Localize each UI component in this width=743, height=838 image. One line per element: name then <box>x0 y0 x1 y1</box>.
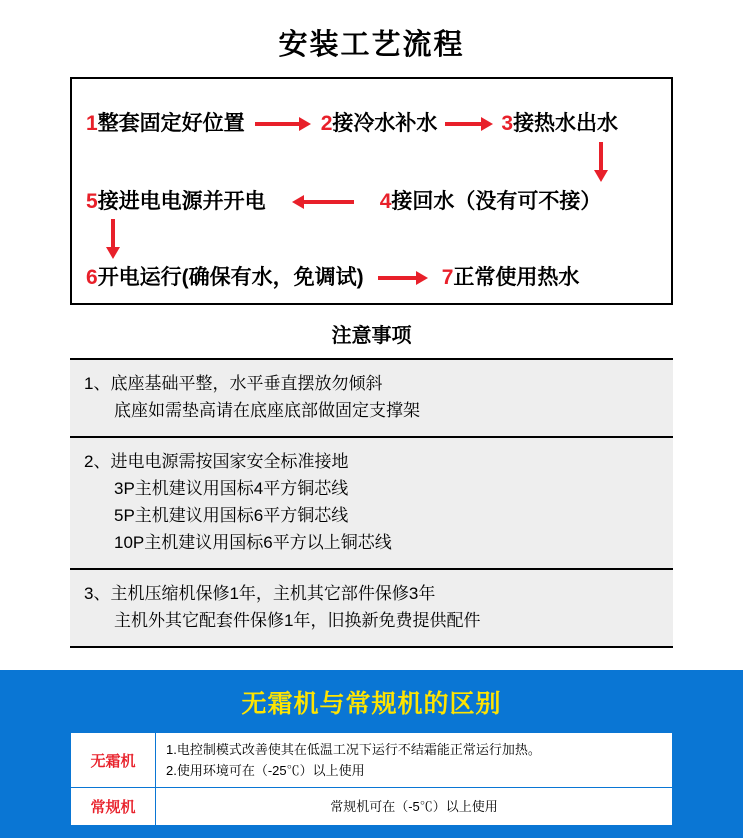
flow-step-4-number: 4 <box>379 190 392 213</box>
notice-line: 3、主机压缩机保修1年，主机其它部件保修3年 <box>84 584 436 603</box>
notice-list <box>70 358 673 648</box>
flow-step-3-number: 3 <box>501 112 514 135</box>
comparison-label-standard: 常规机 <box>71 788 156 826</box>
notice-line: 3P主机建议用国标4平方铜芯线 <box>114 479 349 498</box>
arrow-right-icon-1 <box>255 117 311 131</box>
comparison-desc-line: 常规机可在（-5℃）以上使用 <box>330 799 498 814</box>
page-title: 安装工艺流程 <box>278 29 465 61</box>
flow-step-7-label: 正常使用热水 <box>453 266 580 289</box>
notice-item <box>70 438 673 570</box>
flow-step-2-number: 2 <box>320 112 333 135</box>
notice-line: 底座如需垫高请在底座底部做固定支撑架 <box>114 401 420 420</box>
flow-step-1 <box>86 113 245 134</box>
installation-flow-diagram <box>70 77 673 305</box>
notice-line: 5P主机建议用国标6平方铜芯线 <box>114 506 349 525</box>
arrow-left-icon-1 <box>292 195 354 209</box>
flow-step-3-label: 接热水出水 <box>513 112 619 135</box>
flow-step-2-label: 接冷水补水 <box>332 112 438 135</box>
flow-row-1 <box>86 113 657 134</box>
flow-step-6 <box>86 267 364 288</box>
notice-line: 1、底座基础平整，水平垂直摆放勿倾斜 <box>84 374 383 393</box>
comparison-table <box>70 732 673 826</box>
flow-step-4 <box>380 191 602 212</box>
flow-step-7 <box>442 267 580 288</box>
flow-step-1-number: 1 <box>86 112 98 135</box>
flow-row-2 <box>86 191 657 212</box>
table-row <box>71 788 673 826</box>
notice-item <box>70 570 673 648</box>
flow-step-1-label: 整套固定好位置 <box>97 112 245 135</box>
comparison-desc-frostless <box>156 733 673 788</box>
flow-step-4-label: 接回水（没有可不接） <box>391 190 602 213</box>
comparison-desc-line: 2.使用环境可在（-25℃）以上使用 <box>166 763 365 778</box>
flow-step-5 <box>86 191 266 212</box>
flow-row-3 <box>86 267 657 288</box>
notice-section-title: 注意事项 <box>331 325 412 347</box>
flow-step-2 <box>321 113 438 134</box>
arrow-down-icon-left <box>106 219 120 259</box>
comparison-desc-line: 1.电控制模式改善使其在低温工况下运行不结霜能正常运行加热。 <box>166 742 541 757</box>
arrow-right-icon-2 <box>445 117 493 131</box>
flow-step-7-number: 7 <box>441 266 454 289</box>
comparison-title: 无霜机与常规机的区别 <box>241 690 502 718</box>
comparison-label-frostless: 无霜机 <box>71 733 156 788</box>
comparison-desc-standard <box>156 788 673 826</box>
flow-step-5-label: 接进电电源并开电 <box>97 190 266 213</box>
flow-step-5-number: 5 <box>86 190 98 213</box>
table-row <box>71 733 673 788</box>
notice-line: 主机外其它配套件保修1年，旧换新免费提供配件 <box>114 611 481 630</box>
notice-item <box>70 360 673 438</box>
flow-step-6-label: 开电运行(确保有水，免调试) <box>97 266 364 289</box>
notice-line: 2、进电电源需按国家安全标准接地 <box>84 452 349 471</box>
arrow-down-icon-right <box>594 142 608 182</box>
flow-step-6-number: 6 <box>86 266 98 289</box>
comparison-section <box>0 670 743 838</box>
notice-line: 10P主机建议用国标6平方以上铜芯线 <box>114 533 392 552</box>
flow-step-3 <box>501 113 618 134</box>
arrow-right-icon-3 <box>378 271 428 285</box>
